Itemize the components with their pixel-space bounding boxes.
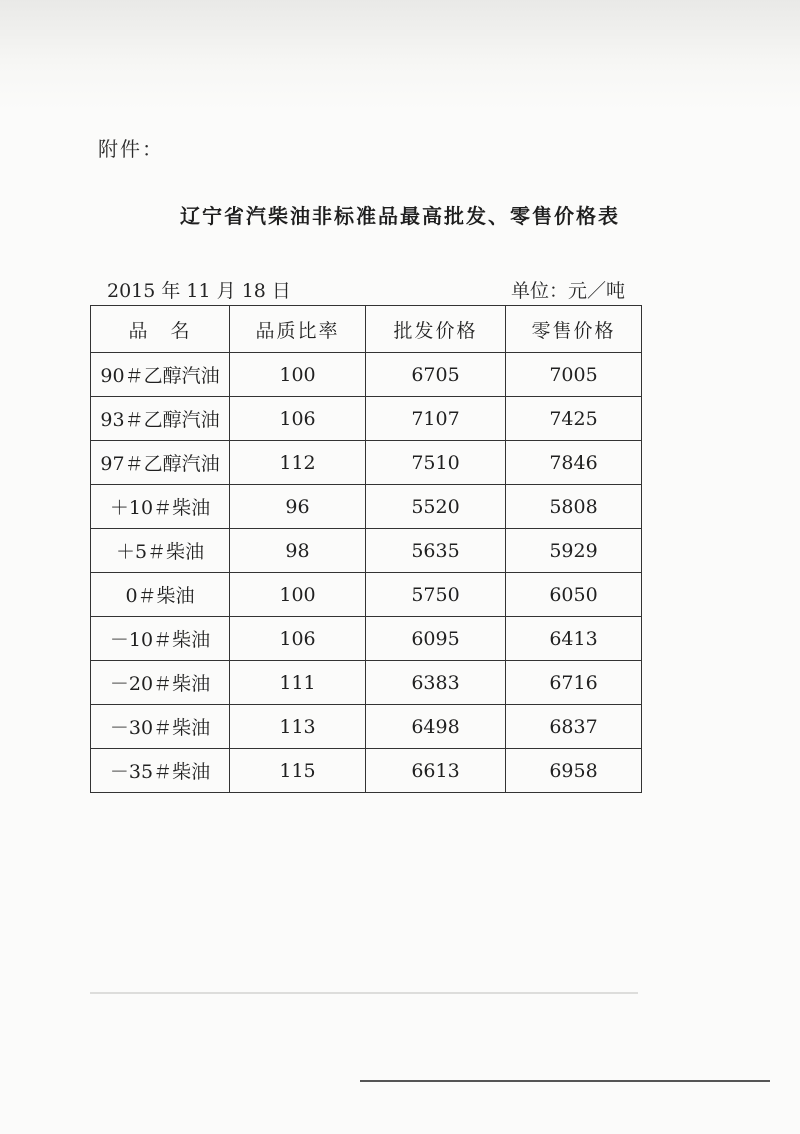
cell-retail-price: 6413 <box>506 617 642 661</box>
scan-shadow <box>0 0 800 110</box>
cell-wholesale-price: 7107 <box>366 397 506 441</box>
cell-product-name: －35＃柴油 <box>91 749 230 793</box>
table-row <box>91 397 642 441</box>
table-row <box>91 661 642 705</box>
cell-retail-price: 7425 <box>506 397 642 441</box>
header-retail-price: 零售价格 <box>506 306 642 353</box>
cell-quality-ratio: 98 <box>230 529 366 573</box>
table-row <box>91 441 642 485</box>
document-title: 辽宁省汽柴油非标准品最高批发、零售价格表 <box>180 204 620 228</box>
cell-quality-ratio: 106 <box>230 397 366 441</box>
bleed-through-rule <box>90 992 638 994</box>
cell-quality-ratio: 106 <box>230 617 366 661</box>
cell-retail-price: 6050 <box>506 573 642 617</box>
cell-wholesale-price: 6498 <box>366 705 506 749</box>
cell-quality-ratio: 111 <box>230 661 366 705</box>
cell-product-name: 0＃柴油 <box>91 573 230 617</box>
cell-product-name: 97＃乙醇汽油 <box>91 441 230 485</box>
header-quality-ratio: 品质比率 <box>230 306 366 353</box>
cell-quality-ratio: 100 <box>230 353 366 397</box>
cell-wholesale-price: 6705 <box>366 353 506 397</box>
cell-quality-ratio: 115 <box>230 749 366 793</box>
cell-wholesale-price: 6095 <box>366 617 506 661</box>
table-row <box>91 617 642 661</box>
cell-wholesale-price: 6383 <box>366 661 506 705</box>
cell-retail-price: 6716 <box>506 661 642 705</box>
cell-quality-ratio: 112 <box>230 441 366 485</box>
cell-retail-price: 7005 <box>506 353 642 397</box>
cell-wholesale-price: 5635 <box>366 529 506 573</box>
cell-quality-ratio: 113 <box>230 705 366 749</box>
table-header-row <box>91 306 642 353</box>
attachment-label: 附件： <box>98 137 164 161</box>
cell-retail-price: 5929 <box>506 529 642 573</box>
price-table <box>90 305 642 793</box>
cell-quality-ratio: 100 <box>230 573 366 617</box>
cell-retail-price: 6958 <box>506 749 642 793</box>
cell-product-name: ＋5＃柴油 <box>91 529 230 573</box>
cell-product-name: －30＃柴油 <box>91 705 230 749</box>
table-row <box>91 749 642 793</box>
cell-product-name: 93＃乙醇汽油 <box>91 397 230 441</box>
cell-product-name: －20＃柴油 <box>91 661 230 705</box>
cell-product-name: ＋10＃柴油 <box>91 485 230 529</box>
table-row <box>91 353 642 397</box>
document-date: 2015 年 11 月 18 日 <box>107 280 291 302</box>
cell-product-name: －10＃柴油 <box>91 617 230 661</box>
header-product-name: 品 名 <box>91 306 230 353</box>
table-row <box>91 485 642 529</box>
cell-wholesale-price: 5750 <box>366 573 506 617</box>
cell-retail-price: 5808 <box>506 485 642 529</box>
table-row <box>91 705 642 749</box>
header-wholesale-price: 批发价格 <box>366 306 506 353</box>
cell-wholesale-price: 5520 <box>366 485 506 529</box>
table-row <box>91 573 642 617</box>
unit-label: 单位：元／吨 <box>511 280 626 302</box>
cell-retail-price: 6837 <box>506 705 642 749</box>
cell-quality-ratio: 96 <box>230 485 366 529</box>
cell-wholesale-price: 7510 <box>366 441 506 485</box>
table-row <box>91 529 642 573</box>
cell-retail-price: 7846 <box>506 441 642 485</box>
bottom-rule <box>360 1080 770 1082</box>
cell-wholesale-price: 6613 <box>366 749 506 793</box>
cell-product-name: 90＃乙醇汽油 <box>91 353 230 397</box>
